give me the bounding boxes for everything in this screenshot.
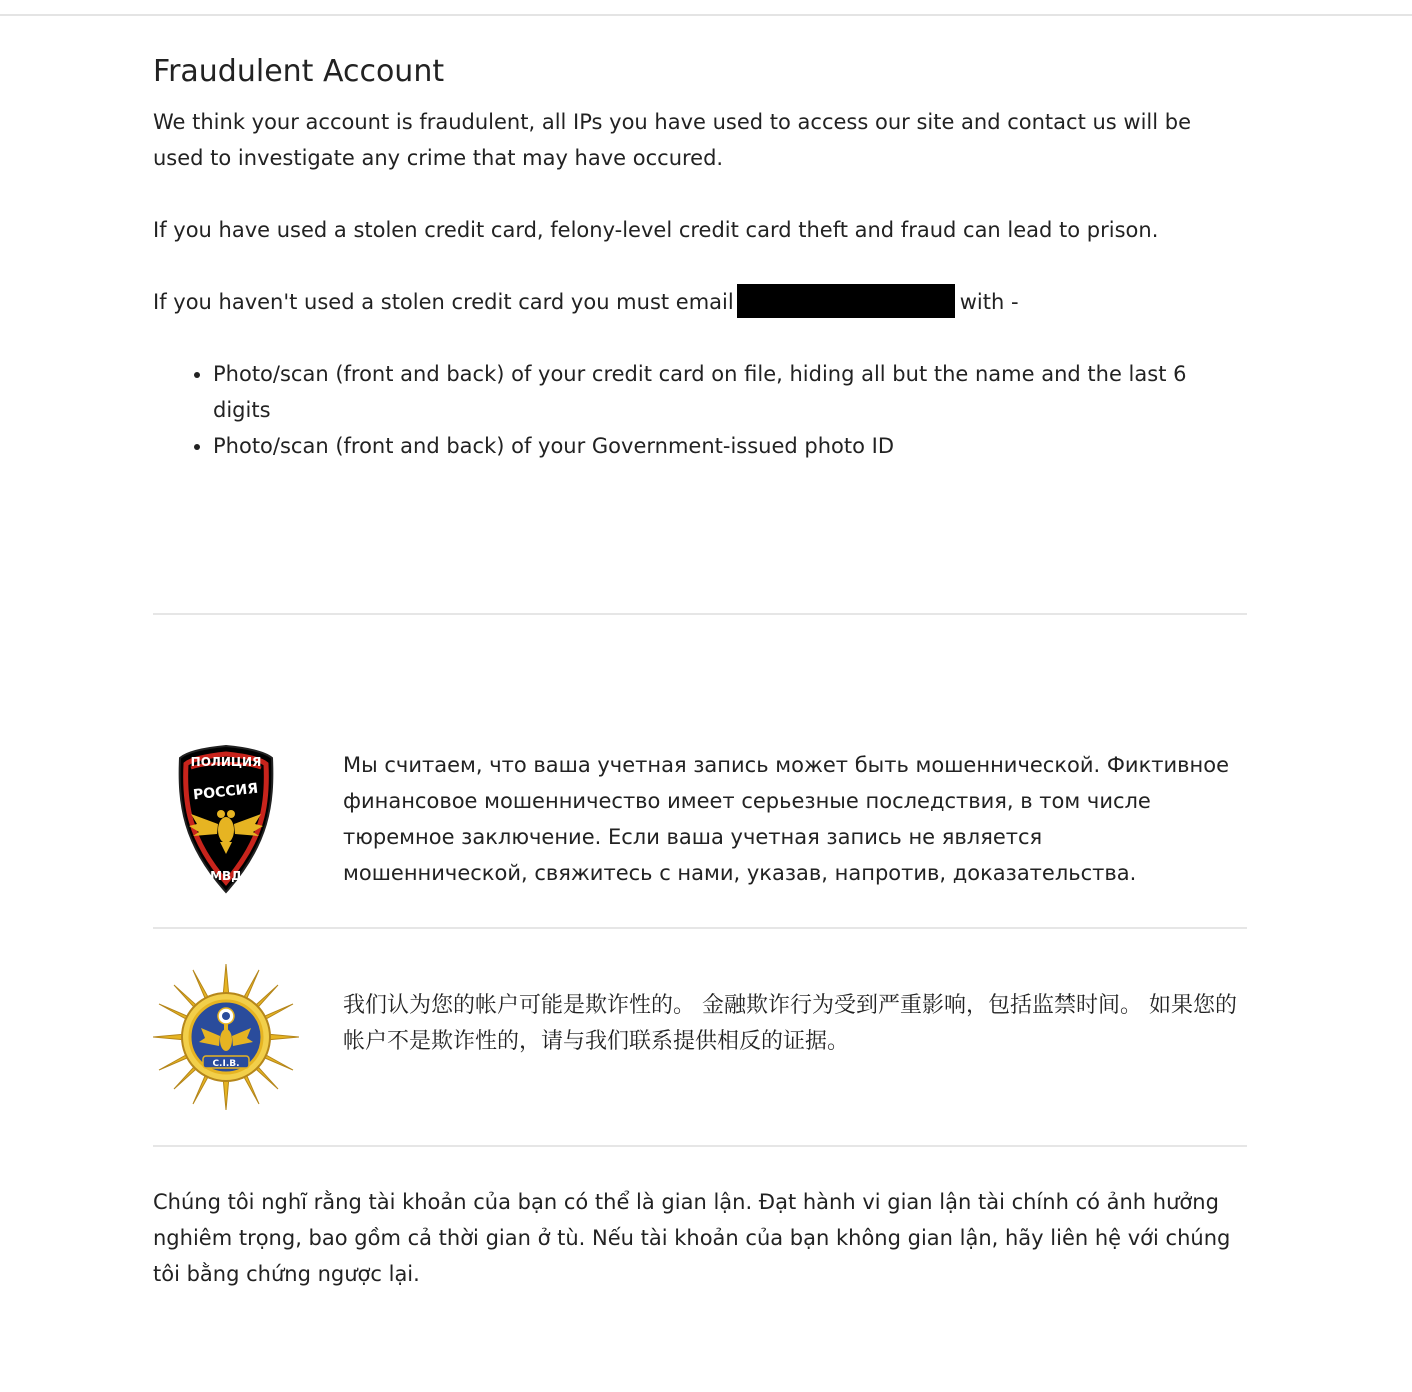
list-item: • Photo/scan (front and back) of your credit card on file, hiding all but the name and the last 6 digits: [213, 356, 1193, 428]
badge-top-text: ПОЛИЦИЯ: [190, 755, 262, 769]
section-divider: [153, 613, 1247, 615]
top-divider: [0, 14, 1412, 16]
page-title: Fraudulent Account: [153, 54, 445, 89]
badge-bottom-text: МВД: [210, 869, 242, 883]
cib-star-badge-icon: [153, 964, 299, 1110]
russian-notice-text: Мы считаем, что ваша учетная запись может быть мошеннической. Фиктивное финансовое мошенничество имеет серьезные последствия, в том числе тюремное заключение. Если ваша учетная запись не является мошеннической, свяжитесь с нами, указав, напротив, доказательства.: [343, 753, 1230, 885]
email-instruction-suffix: with -: [959, 290, 1019, 314]
list-item: • Photo/scan (front and back) of your Government-issued photo ID: [213, 428, 1193, 464]
stolen-card-warning-paragraph: If you have used a stolen credit card, felony-level credit card theft and fraud can lead to prison.: [153, 218, 1159, 242]
badge-label-text: C.I.B.: [212, 1059, 240, 1069]
badge-middle-text: РОССИЯ: [192, 780, 259, 804]
chinese-notice-text: 我们认为您的帐户可能是欺诈性的。 金融欺诈行为受到严重影响，包括监禁时间。 如果您的帐户不是欺诈性的，请与我们联系提供相反的证据。: [343, 993, 1237, 1054]
russia-police-badge-icon: [177, 744, 275, 894]
vietnamese-notice-text: Chúng tôi nghĩ rằng tài khoản của bạn có thể là gian lận. Đạt hành vi gian lận tài chính có ảnh hưởng nghiêm trọng, bao gồm cả thời gian ở tù. Nếu tài khoản của bạn không gian lận, hãy liên hệ với chúng tôi bằng chứng ngược lại.: [153, 1190, 1231, 1286]
email-instruction-text: If you haven't used a stolen credit card you must email: [153, 290, 734, 314]
requirements-list: [153, 356, 1193, 464]
fraud-notice-paragraph: We think your account is fraudulent, all IPs you have used to access our site and contact us will be used to investigate any crime that may have occured.: [153, 110, 1192, 170]
email-instruction-paragraph: [153, 284, 1213, 320]
section-divider: [153, 1145, 1247, 1147]
section-divider: [153, 927, 1247, 929]
redacted-email-address: [737, 284, 955, 318]
